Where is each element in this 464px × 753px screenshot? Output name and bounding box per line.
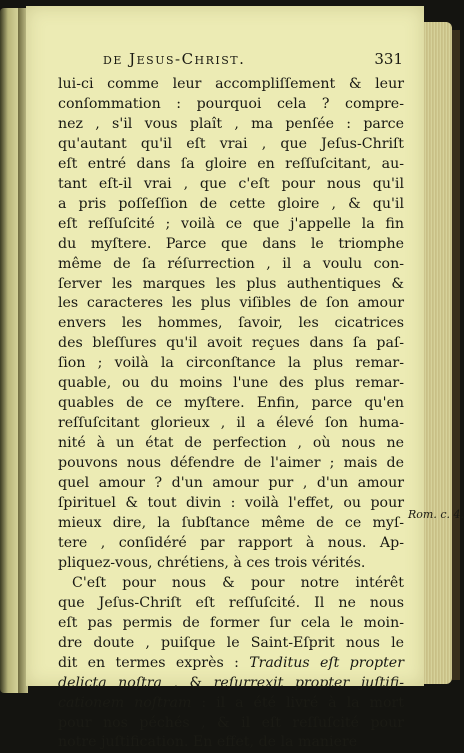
page-stack-edge [422,22,452,684]
text-line: mieux dire, la ſubſtance même de ce myſ- [58,514,404,531]
text-line: tere , conſidéré par rapport à nous. Ap- [58,534,404,551]
text-line: ſerver les marques les plus authentiques & [58,275,404,292]
text-line: dre doute , puiſque le Saint-Eſprit nous le [58,634,404,651]
text-line: eſt reſſuſcité ; voilà ce que j'appelle la fin [58,215,404,232]
text-line: eſt pas permis de former ſur cela le moin- [58,614,404,631]
text-line: envers les hommes, ſavoir, les cicatrices [58,315,404,332]
page-header [103,50,403,68]
facing-page-edge [0,8,20,693]
page-number: 331 [374,50,403,68]
text-line: quable, ou du moins l'une des plus remar- [58,375,404,392]
text-line: que Jeſus-Chriſt eſt reſſuſcité. Il ne nous [58,594,404,611]
text-line: a pris poſſeſſion de cette gloire , & qu'il [58,195,404,212]
text-line: ſpirituel & tout divin : voilà l'effet, ou pour [58,495,404,512]
text-line: tant eſt-il vrai , que c'eſt pour nous qu'il [58,175,404,192]
text-line: quel amour ? d'un amour pur , d'un amour [58,475,404,492]
text-line: conſommation : pourquoi cela ? compre- [58,95,404,112]
text-line: delicta noſtra , & reſurrexit propter juſtifi- [58,674,404,691]
running-title: de Jesus-Christ. [103,50,246,68]
text-line: nez , s'il vous plaît , ma penſée : parce [58,115,404,132]
text-line: les caracteres les plus viſibles de ſon amour [58,295,404,312]
text-line: cationem noſtram : il a été livré à la mort [58,694,404,711]
text-line: eſt entré dans ſa gloire en reſſuſcitant, au- [58,155,404,172]
text-line: des bleſſures qu'il avoit reçues dans ſa paſ- [58,335,404,352]
text-line: même de ſa réſurrection , il a voulu con- [58,255,404,272]
text-line: ſion ; voilà la circonſtance la plus remar- [58,355,404,372]
margin-reference: Rom. c. 4. [408,508,464,521]
text-line: reſſuſcitant glorieux , il a élevé ſon huma- [58,415,404,432]
text-line: notre juſtification. En effet, de la maniere [58,734,358,751]
text-line: dit en termes exprès : Traditus eſt propter [58,654,404,671]
text-line: quables de ce myſtere. Enfin, parce qu'en [58,395,404,412]
text-line: du myſtere. Parce que dans le triomphe [58,235,404,252]
text-line: qu'autant qu'il eſt vrai , que Jeſus-Chriſt [58,135,404,152]
text-line: pliquez-vous, chrétiens, à ces trois vérités. [58,554,366,571]
text-line: nité à un état de perfection , où nous ne [58,435,404,452]
text-line: C'eſt pour nous & pour notre intérêt [72,574,404,591]
text-line: pour nos péchés , & il eſt reſſuſcité pour [58,714,404,731]
body-text [58,75,404,753]
text-line: pouvons nous défendre de l'aimer ; mais de [58,455,404,472]
text-line: lui-ci comme leur accompliſſement & leur [58,76,404,92]
